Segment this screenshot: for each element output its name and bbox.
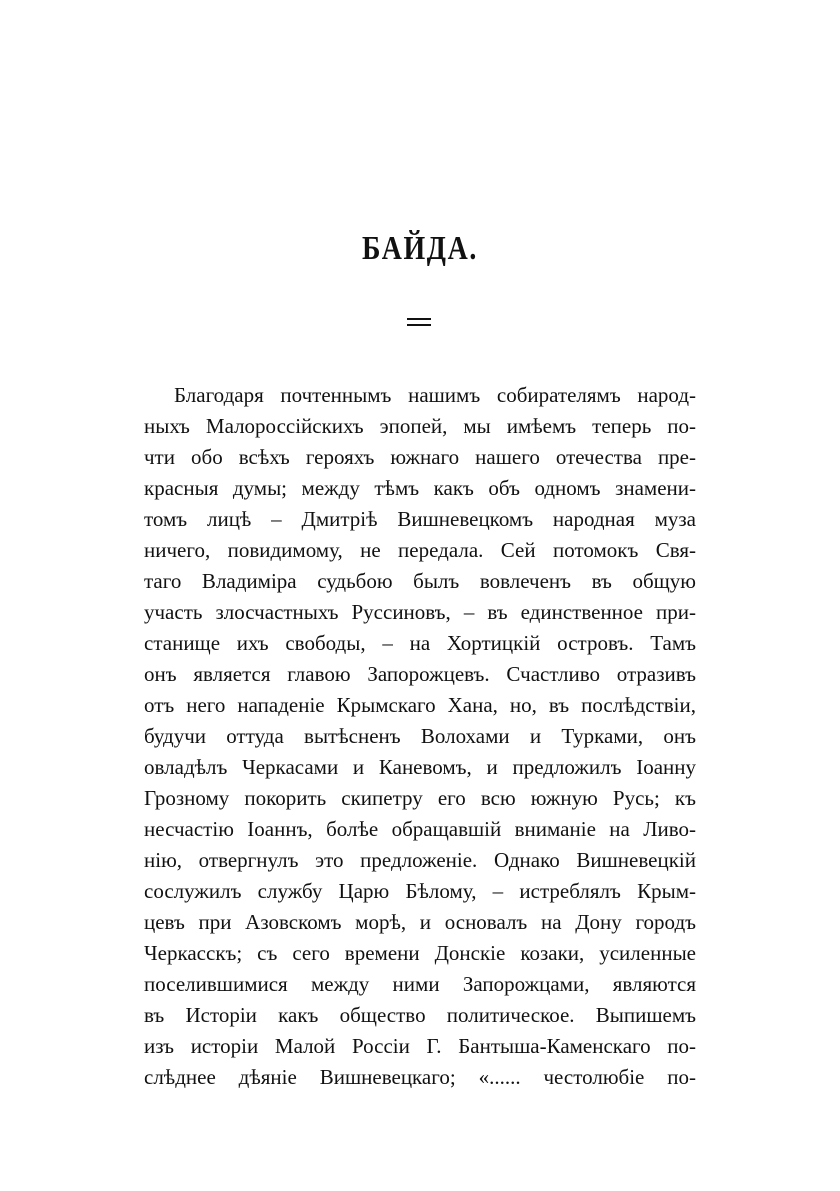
double-rule-divider: [407, 318, 431, 328]
rule-bar-bottom: [407, 324, 431, 326]
text-line: участь злосчастныхъ Руссиновъ, – въ единственное при-: [144, 600, 696, 624]
text-line: цевъ при Азовскомъ морѣ, и основалъ на Дону городъ: [144, 910, 696, 934]
rule-bar-top: [407, 318, 431, 320]
text-line: изъ исторіи Малой Россіи Г. Бантыша-Каменскаго по-: [144, 1034, 696, 1058]
text-line: нію, отвергнулъ это предложеніе. Однако Вишневецкій: [144, 848, 696, 872]
page-title: БАЙДА.: [361, 230, 479, 267]
text-line: Грозному покорить скипетру его всю южную Русь; къ: [144, 786, 696, 810]
text-line: томъ лицѣ – Дмитріѣ Вишневецкомъ народная муза: [144, 507, 696, 531]
body-paragraph: [144, 380, 696, 1093]
text-line: поселившимися между ними Запорожцами, являются: [144, 972, 696, 996]
text-line: таго Владиміра судьбою былъ вовлеченъ въ общую: [144, 569, 696, 593]
text-line: станище ихъ свободы, – на Хортицкій островъ. Тамъ: [144, 631, 696, 655]
text-line: ничего, повидимому, не передала. Сей потомокъ Свя-: [144, 538, 696, 562]
text-line: овладѣлъ Черкасами и Каневомъ, и предложилъ Іоанну: [144, 755, 696, 779]
text-line: онъ является главою Запорожцевъ. Счастливо отразивъ: [144, 662, 696, 686]
text-line: отъ него нападеніе Крымскаго Хана, но, въ послѣдствіи,: [144, 693, 696, 717]
text-line: въ Исторіи какъ общество политическое. Выпишемъ: [144, 1003, 696, 1027]
text-line: ныхъ Малороссійскихъ эпопей, мы имѣемъ теперь по-: [144, 414, 696, 438]
text-line: будучи оттуда вытѣсненъ Волохами и Турками, онъ: [144, 724, 696, 748]
text-line: сослужилъ службу Царю Бѣлому, – истреблялъ Крым-: [144, 879, 696, 903]
text-line: Черкасскъ; съ сего времени Донскіе козаки, усиленные: [144, 941, 696, 965]
text-line: красныя думы; между тѣмъ какъ объ одномъ знамени-: [144, 476, 696, 500]
text-line: Благодаря почтеннымъ нашимъ собирателямъ народ-: [174, 383, 696, 407]
text-line: слѣднее дѣяніе Вишневецкаго; «...... честолюбіе по-: [144, 1065, 696, 1089]
text-line: чти обо всѣхъ герояхъ южнаго нашего отечества пре-: [144, 445, 696, 469]
text-line: несчастію Іоаннъ, болѣе обращавшій вниманіе на Ливо-: [144, 817, 696, 841]
